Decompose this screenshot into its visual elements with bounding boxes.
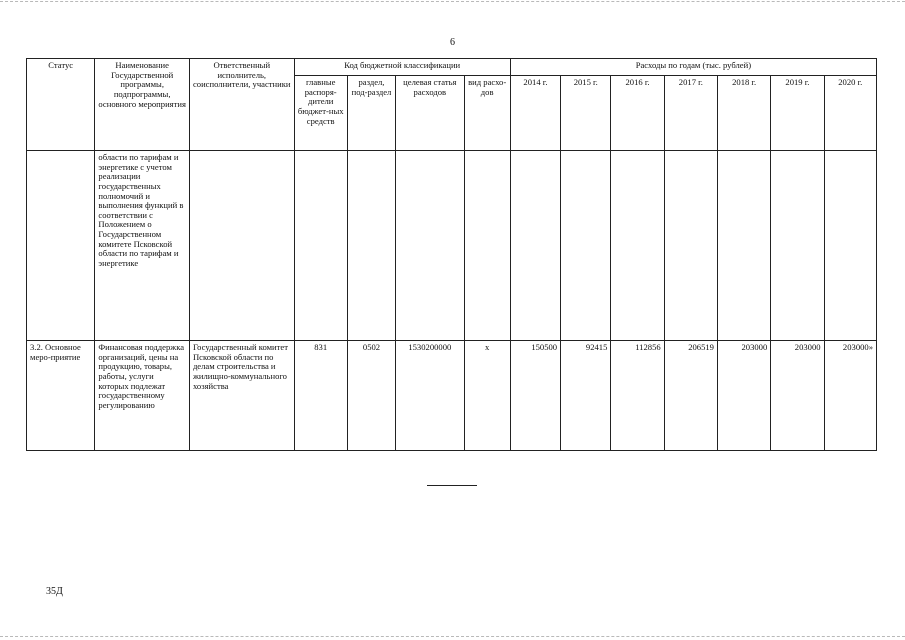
separator-line [427,485,477,486]
header-year: 2017 г. [664,76,717,151]
table-cell: 831 [294,341,347,451]
table-cell [510,151,560,341]
table-cell [396,151,464,341]
table-cell [561,151,611,341]
table-cell [27,151,95,341]
table-cell [771,151,824,341]
page-bottom-edge [0,636,905,637]
header-expenses: Расходы по годам (тыс. рублей) [510,59,876,76]
header-year: 2014 г. [510,76,560,151]
table-cell: 206519 [664,341,717,451]
table-cell: Финансовая поддержка организаций, цены на продукцию, товары, работы, услуги которых подлежат государственному регулированию [95,341,190,451]
header-grbs: главные распоря-дители бюджет-ных средств [294,76,347,151]
header-exp-type: вид расхо-дов [464,76,510,151]
table-cell [464,151,510,341]
page-top-edge [0,1,905,2]
header-target: целевая статья расходов [396,76,464,151]
table-cell [611,151,664,341]
header-budget-code: Код бюджетной классификации [294,59,510,76]
table-cell [189,151,294,341]
header-year: 2019 г. [771,76,824,151]
table-row [27,341,877,451]
table-cell [294,151,347,341]
header-status: Статус [27,59,95,151]
table-cell [717,151,770,341]
header-name: Наименование Государственной программы, подпрограммы, основного мероприятия [95,59,190,151]
table-cell: области по тарифам и энергетике с учетом реализации государственных полномочий и выполнения функций в соответствии с Положением о Государственном комитете Псковской области по тарифам и энергетике [95,151,190,341]
footer-code: 35Д [46,586,63,597]
page-number: 6 [450,37,455,48]
header-executor: Ответственный исполнитель, соисполнители, участники [189,59,294,151]
table-cell [824,151,876,341]
table-cell: 203000 [771,341,824,451]
table-cell: 92415 [561,341,611,451]
table-cell: 0502 [347,341,395,451]
header-row [27,59,877,76]
table-cell: 203000» [824,341,876,451]
table-cell: 1530200000 [396,341,464,451]
table-row [27,151,877,341]
header-section: раздел, под-раздел [347,76,395,151]
table-cell: 112856 [611,341,664,451]
table-cell [347,151,395,341]
table-cell: х [464,341,510,451]
table-cell: 3.2. Основное меро-приятие [27,341,95,451]
budget-table [26,58,877,451]
table-cell: Государственный комитет Псковской области по делам строительства и жилищно-коммунального хозяйства [189,341,294,451]
table-cell: 150500 [510,341,560,451]
header-year: 2020 г. [824,76,876,151]
header-year: 2015 г. [561,76,611,151]
table-cell [664,151,717,341]
table-cell: 203000 [717,341,770,451]
header-year: 2018 г. [717,76,770,151]
header-year: 2016 г. [611,76,664,151]
